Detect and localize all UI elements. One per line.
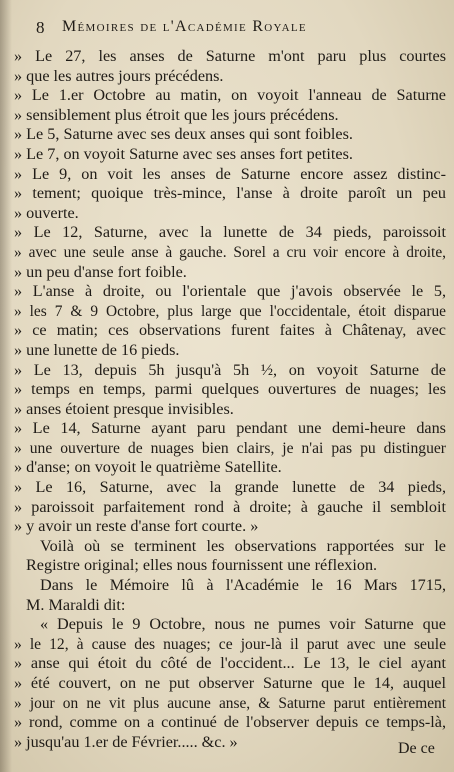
text-line: » que les autres jours précédens.: [14, 66, 224, 85]
text-line: » Le 1.er Octobre au matin, on voyoit l'anneau de Saturne: [14, 86, 446, 105]
text-line: » Le 27, les anses de Saturne m'ont paru plus courtes: [14, 47, 446, 65]
text-line: » été couvert, on ne put observer Saturne que le 14, auquel: [14, 674, 446, 692]
text-line: » tement; quoique très-mince, l'anse à droite paroît un peu: [14, 184, 446, 203]
text-line: « Depuis le 9 Octobre, nous ne pumes voir Saturne que: [40, 615, 446, 634]
text-line: » sensiblement plus étroit que les jours précédens.: [14, 105, 339, 124]
text-line: » ce matin; ces observations furent faites à Châtenay, avec: [14, 321, 446, 340]
text-line: » Le 9, on voit les anses de Saturne encore assez distinc-: [14, 164, 446, 183]
running-title: Mémoires de l'Académie Royale: [62, 18, 307, 35]
catchword: De ce: [398, 740, 435, 757]
text-line: M. Maraldi dit:: [26, 595, 126, 614]
page-header: [36, 18, 436, 44]
text-line: » les 7 & 9 Octobre, plus large que l'occidentale, étoit disparue: [14, 302, 446, 320]
text-line: » y avoir un reste d'anse fort courte. »: [14, 517, 259, 536]
text-line: » avec une seule anse à gauche. Sorel a cru voir encore à droite,: [14, 243, 446, 261]
text-line: Registre original; elles nous fournissent une réflexion.: [26, 556, 378, 575]
text-line: » Le 5, Saturne avec ses deux anses qui sont foibles.: [14, 125, 353, 144]
page-number: 8: [36, 18, 45, 37]
text-line: » jour on ne vit plus aucune anse, & Saturne parut entièrement: [14, 694, 446, 712]
text-line: » une ouverture de nuages bien clairs, je n'ai pas pu distinguer: [14, 439, 446, 457]
text-line: » Le 14, Saturne ayant paru pendant une demi-heure dans: [14, 419, 446, 438]
text-line: » d'anse; on voyoit le quatrième Satellite.: [14, 458, 282, 477]
body-text: [14, 47, 446, 752]
text-line: » un peu d'anse fort foible.: [14, 262, 187, 281]
text-line: Dans le Mémoire lû à l'Académie le 16 Mars 1715,: [40, 576, 446, 595]
text-line: » Le 13, depuis 5h jusqu'à 5h ½, on voyoit Saturne de: [14, 360, 446, 379]
text-line: » paroissoit parfaitement rond à droite; à gauche il sembloit: [14, 497, 446, 516]
text-line: » ouverte.: [14, 203, 79, 222]
text-line: » une lunette de 16 pieds.: [14, 340, 180, 359]
text-line: » Le 12, Saturne, avec la lunette de 34 pieds, paroissoit: [14, 223, 446, 242]
text-line: Voilà où se terminent les observations rapportées sur le: [40, 536, 446, 555]
text-line: » Le 7, on voyoit Saturne avec ses anses fort petites.: [14, 144, 353, 163]
text-line: » Le 16, Saturne, avec la grande lunette de 34 pieds,: [14, 478, 446, 497]
text-line: » anses étoient presque invisibles.: [14, 399, 234, 418]
text-line: » L'anse à droite, ou l'orientale que j'avois observée le 5,: [14, 282, 446, 301]
text-line: » anse qui étoit du côté de l'occident... Le 13, le ciel ayant: [14, 654, 446, 673]
text-line: » le 12, à cause des nuages; ce jour-là il parut avec une seule: [14, 635, 446, 653]
text-line: » jusqu'au 1.er de Février..... &c. »: [14, 732, 238, 751]
text-line: » temps en temps, parmi quelques ouvertures de nuages; les: [14, 380, 446, 399]
binding-shadow: [0, 0, 12, 772]
text-line: » rond, comme on a continué de l'observer depuis ce temps-là,: [14, 713, 446, 732]
